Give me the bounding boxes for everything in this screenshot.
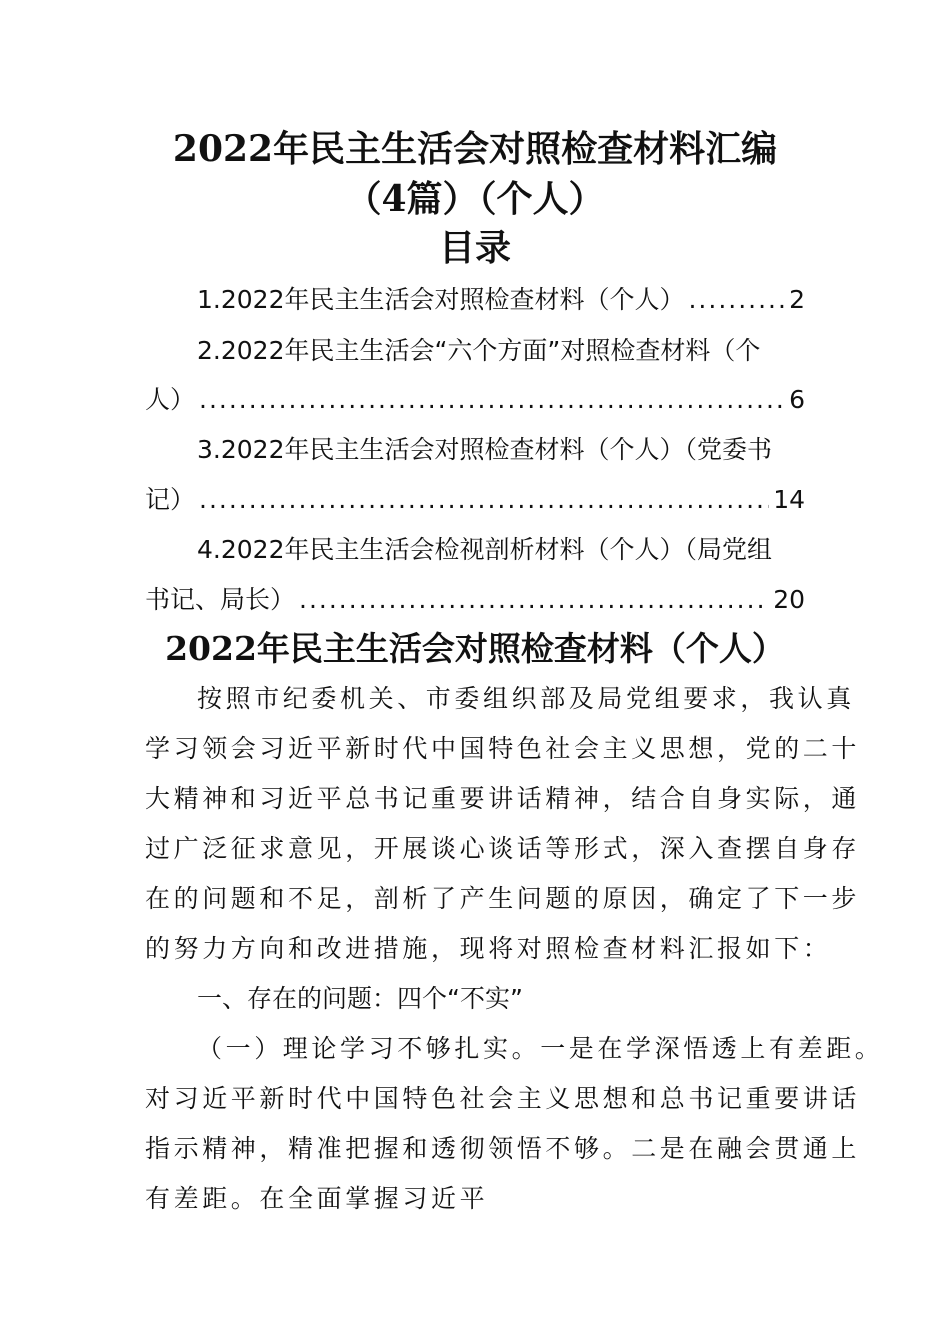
document-title: 2022年民主生活会对照检查材料（个人） [165,629,785,668]
toc-leader [199,483,769,517]
toc-page-number: 2 [789,285,805,314]
cover-title: 2022年民主生活会对照检查材料汇编 [172,128,778,170]
toc-entry-4-cont[interactable] [145,583,805,617]
toc-entry-text: 书记、局长） [145,585,296,614]
toc-entry-1[interactable] [145,283,805,317]
toc-heading: 目录 [438,227,511,269]
paragraph-line: 过广泛征求意见，开展谈心谈话等形式，深入查摆自身存 [145,834,861,863]
toc-entry-3-cont[interactable] [145,483,805,517]
paragraph-line: 按照市纪委机关、市委组织部及局党组要求，我认真 [197,684,855,713]
toc-entry-3[interactable] [145,433,805,467]
toc-entry-4[interactable] [145,533,805,567]
paragraph-line: 学习领会习近平新时代中国特色社会主义思想，党的二十 [145,734,861,763]
toc-page-number: 6 [789,385,805,414]
toc-leader [199,383,785,417]
paragraph-line: 对习近平新时代中国特色社会主义思想和总书记重要讲话 [145,1084,861,1113]
paragraph-line: 的努力方向和改进措施，现将对照检查材料汇报如下： [145,934,832,963]
paragraph-line: （一）理论学习不够扎实。一是在学深悟透上有差距。 [197,1034,884,1063]
paragraph-line: 大精神和习近平总书记重要讲话精神，结合自身实际，通 [145,784,861,813]
paragraph-line: 在的问题和不足，剖析了产生问题的原因，确定了下一步 [145,884,861,913]
toc-entry-text: 记） [145,485,196,514]
paragraph-line: 指示精神，精准把握和透彻领悟不够。二是在融会贯通上 [145,1134,861,1163]
toc-entry-2[interactable] [145,334,805,368]
toc-page-number: 20 [773,585,805,614]
paragraph-line: 有差距。在全面掌握习近平 [145,1184,489,1213]
toc-entry-text: 4.2022年民主生活会检视剖析材料（个人）（局党组 [197,535,772,564]
toc-entry-text: 1.2022年民主生活会对照检查材料（个人） [197,285,685,314]
toc-entry-text: 2.2022年民主生活会“六个方面”对照检查材料（个 [197,336,761,365]
section-heading: 一、存在的问题：四个“不实” [197,984,523,1013]
toc-leader [688,283,785,317]
toc-entry-2-cont[interactable] [145,383,805,417]
toc-page-number: 14 [773,485,805,514]
toc-entry-text: 3.2022年民主生活会对照检查材料（个人）（党委书 [197,435,772,464]
toc-leader [299,583,769,617]
toc-entry-text: 人） [145,385,196,414]
cover-subtitle: （4篇）（个人） [345,178,605,220]
